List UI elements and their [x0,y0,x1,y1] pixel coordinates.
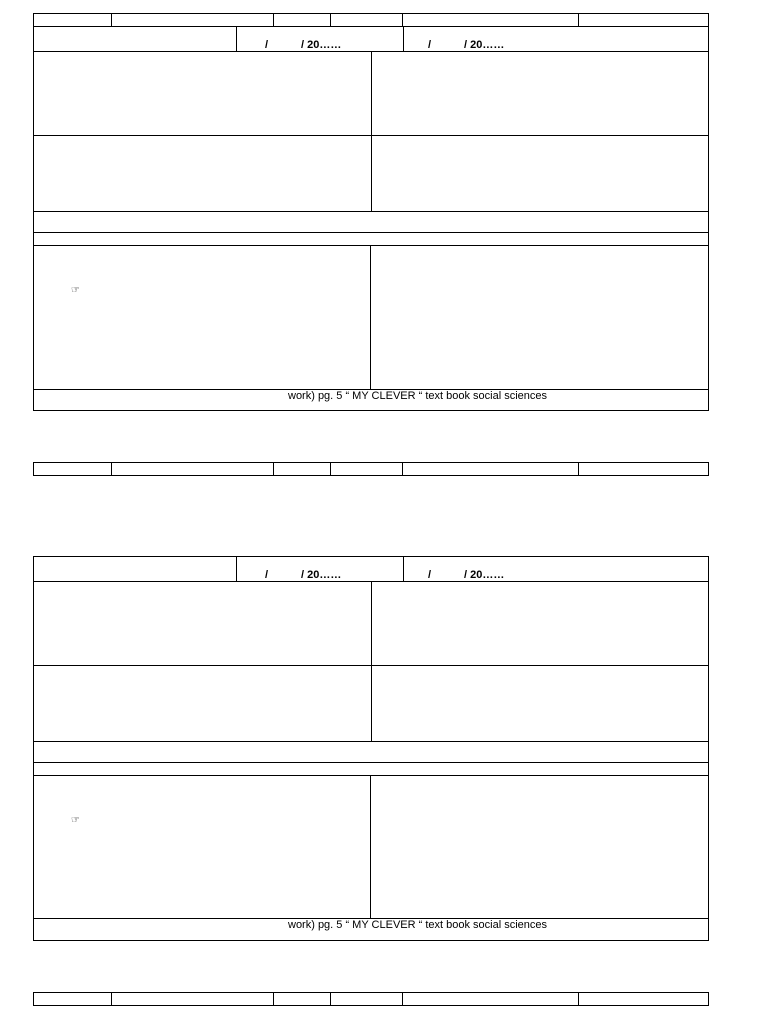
header-divider [402,14,403,26]
date-row-divider [236,27,237,51]
header-divider [578,14,579,26]
header-divider [273,14,274,26]
date-row [34,27,708,52]
section-title-row [34,233,708,246]
header-divider [578,463,579,475]
date-1-year: / 20…… [301,569,342,581]
objectives-row [34,52,708,136]
intro-row [34,742,708,763]
date-2-year: / 20…… [464,569,505,581]
column-divider [371,136,372,211]
header-divider [402,463,403,475]
column-divider [371,52,372,135]
date-1-slash: / [265,39,269,51]
header-divider [273,463,274,475]
activities-row [34,776,708,919]
header-divider [330,463,331,475]
homework-text: work) pg. 5 “ MY CLEVER “ text book social sciences [288,390,548,402]
pointing-hand-icon: ☞ [71,815,80,826]
lesson-plan-table-2 [33,556,709,941]
header-divider [330,993,331,1005]
date-2-year: / 20…… [464,39,505,51]
section-title-row [34,763,708,776]
header-divider [578,993,579,1005]
date-1-year: / 20…… [301,39,342,51]
header-divider [330,14,331,26]
activities-row [34,246,708,390]
header-divider [273,993,274,1005]
header-divider [402,993,403,1005]
date-row-divider [403,557,404,581]
objectives-row [34,582,708,666]
date-row-divider [403,27,404,51]
top-header-row [33,13,709,27]
middle-header-row [33,462,709,476]
date-2-slash: / [428,569,432,581]
intro-row [34,212,708,233]
column-divider [370,776,371,918]
column-divider [370,246,371,389]
homework-row [34,919,708,940]
lesson-plan-table-1 [33,27,709,411]
date-2-slash: / [428,39,432,51]
header-divider [111,993,112,1005]
header-divider [111,463,112,475]
date-row-divider [236,557,237,581]
homework-text: work) pg. 5 “ MY CLEVER “ text book social sciences [288,919,548,931]
pointing-hand-icon: ☞ [71,285,80,296]
homework-row [34,390,708,410]
column-divider [371,582,372,665]
date-1-slash: / [265,569,269,581]
date-row [34,557,708,582]
header-divider [111,14,112,26]
bottom-header-row [33,992,709,1006]
column-divider [371,666,372,741]
resources-row [34,136,708,212]
resources-row [34,666,708,742]
